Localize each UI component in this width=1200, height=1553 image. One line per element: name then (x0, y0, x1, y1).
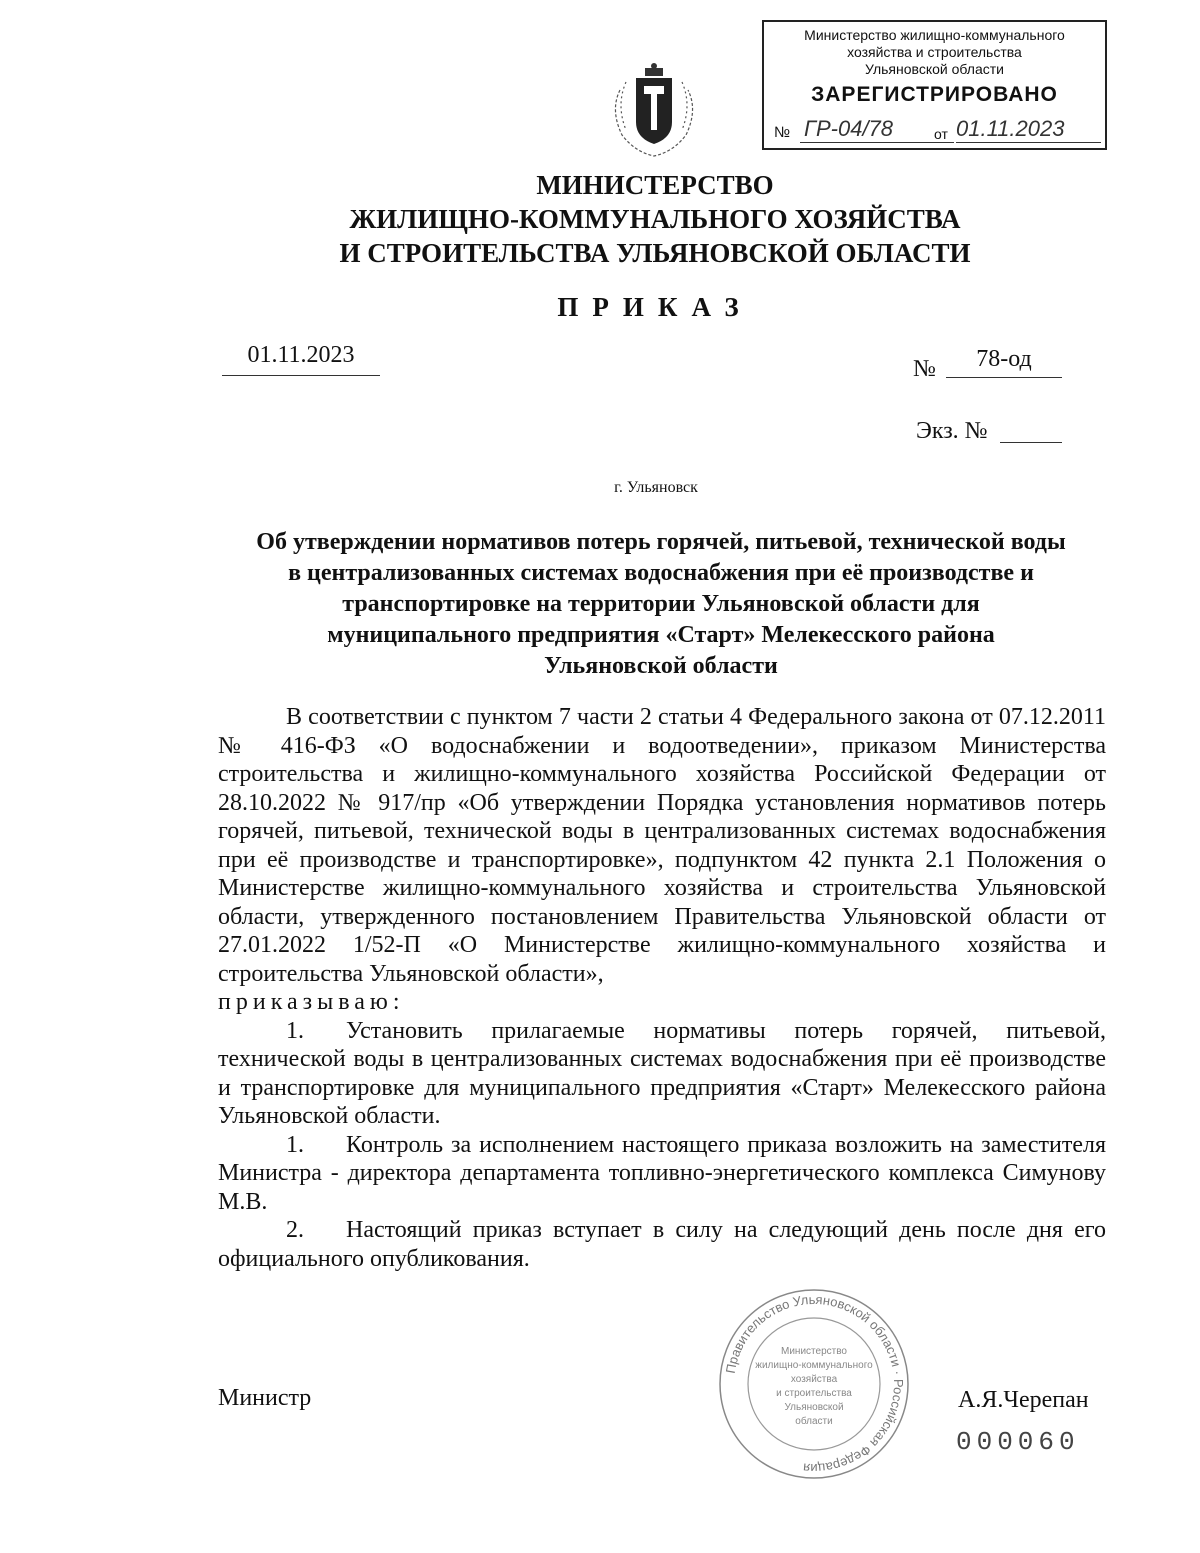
copy-number-blank (1000, 442, 1062, 443)
doc-date: 01.11.2023 (222, 342, 380, 376)
item-number: 2. (286, 1217, 304, 1243)
registration-stamp (762, 20, 1107, 150)
list-item (218, 1017, 1106, 1131)
header-line: ЖИЛИЩНО-КОММУНАЛЬНОГО ХОЗЯЙСТВА (349, 204, 961, 234)
title-line: Ульяновской области (544, 653, 778, 679)
item-number: 1. (286, 1131, 304, 1158)
svg-text:хозяйства: хозяйства (790, 1374, 838, 1385)
preamble-text: В соответствии с пунктом 7 части 2 статьи 4 Федерального закона от 07.12.2011 № 416-ФЗ «О водоснабжении и водоотведении», приказом Министерства строительства и жилищно-коммунального хозяйства Российской Федерации от 28.10.2022 № 917/пр «Об утверждении Порядка установления нормативов потерь горячей, питьевой, технической воды в централизованных системах водоснабжения при её производстве и транспортировке», подпунктом 42 пункта 2.1 Положения о Министерстве жилищно-коммунального хозяйства и строительства Ульяновской области, утвержденного постановлением Правительства Ульяновской области от 27.01.2022 1/52-П «О Министерстве жилищно-коммунального хозяйства и строительства Ульяновской области», (218, 704, 1106, 987)
stamp-status: ЗАРЕГИСТРИРОВАНО (811, 83, 1058, 106)
svg-text:Правительство Ульяновской обла: Правительство Ульяновской области · Российская Федерация (722, 1291, 907, 1477)
list-item (218, 1131, 1106, 1217)
item-text: Установить прилагаемые нормативы потерь горячей, питьевой, технической воды в централизованных системах водоснабжения при её производстве и транспортировке для муниципального предприятия «Старт» Мелекесского района Ульяновской области. (218, 1017, 1106, 1129)
stamp-number-label: № (774, 124, 791, 141)
doc-number-value: 78-од (946, 346, 1062, 378)
stamp-org-line: Ульяновской области (865, 61, 1004, 77)
item-number: 1. (286, 1017, 304, 1044)
signatory-name: А.Я.Черепан (958, 1387, 1089, 1413)
serial-number: 000060 (956, 1427, 1080, 1457)
doc-body (218, 703, 1106, 1273)
signatory-position: Министр (218, 1385, 312, 1411)
preamble (218, 703, 1106, 988)
city: г. Ульяновск (614, 479, 698, 496)
stamp-org-line: Министерство жилищно-коммунального (804, 27, 1065, 43)
order-word: приказываю: (218, 989, 405, 1015)
title-line: транспортировке на территории Ульяновской области для (342, 591, 980, 617)
list-item (218, 1216, 1106, 1273)
doc-number-label: № (913, 356, 936, 382)
header-line: МИНИСТЕРСТВО (536, 170, 774, 200)
svg-text:и строительства: и строительства (776, 1388, 852, 1399)
title-line: Об утверждении нормативов потерь горячей, питьевой, технической воды (256, 529, 1066, 555)
official-seal (716, 1286, 912, 1482)
title-line: муниципального предприятия «Старт» Мелекесского района (327, 622, 995, 648)
ministry-header (0, 168, 1200, 270)
svg-text:Министерство: Министерство (781, 1346, 847, 1357)
title-line: в централизованных системах водоснабжения при её производстве и (288, 560, 1034, 586)
stamp-date-value: 01.11.2023 (956, 116, 1101, 143)
item-text: Контроль за исполнением настоящего приказа возложить на заместителя Министра - директора департамента топливно-энергетического комплекса Симунову М.В. (218, 1131, 1106, 1215)
svg-text:Ульяновской: Ульяновской (784, 1402, 844, 1413)
stamp-date-label: от (934, 126, 948, 142)
doc-type: ПРИКАЗ (557, 292, 753, 322)
stamp-org-line: хозяйства и строительства (847, 44, 1022, 60)
svg-text:жилищно-коммунального: жилищно-коммунального (755, 1360, 873, 1371)
header-line: И СТРОИТЕЛЬСТВА УЛЬЯНОВСКОЙ ОБЛАСТИ (339, 238, 971, 268)
stamp-number-value: ГР-04/78 (800, 116, 954, 143)
coat-of-arms-icon (600, 60, 708, 160)
item-text: Настоящий приказ вступает в силу на следующий день после дня его официального опубликования. (218, 1217, 1106, 1272)
doc-title (216, 527, 1106, 682)
copy-number-label: Экз. № (916, 418, 988, 444)
svg-text:области: области (795, 1416, 833, 1427)
